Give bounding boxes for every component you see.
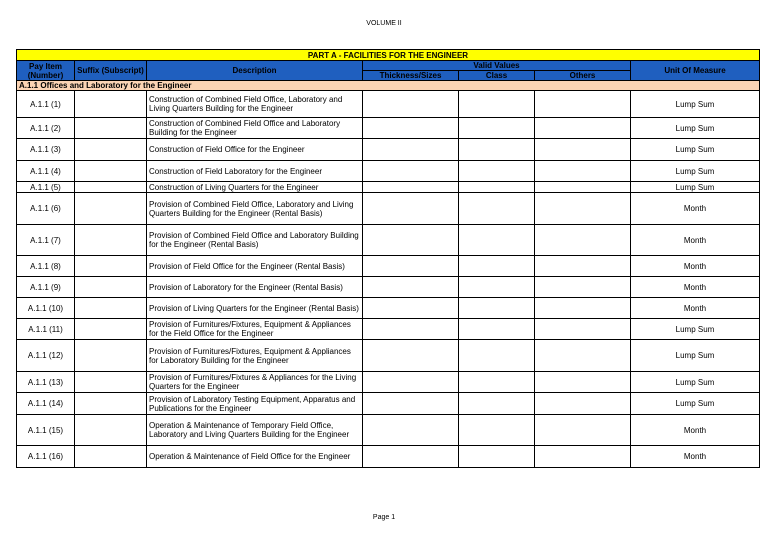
thickness-cell <box>363 225 459 256</box>
class-cell <box>459 118 535 139</box>
description-cell: Provision of Furnitures/Fixtures, Equipment & Appliances for Laboratory Building for the Engineer <box>147 340 363 372</box>
suffix-cell <box>75 393 147 415</box>
unit-cell: Lump Sum <box>631 393 760 415</box>
suffix-cell <box>75 446 147 468</box>
page-number: Page 1 <box>372 514 396 521</box>
others-cell <box>535 193 631 225</box>
others-cell <box>535 91 631 118</box>
pay-item-cell: A.1.1 (16) <box>17 446 75 468</box>
class-cell <box>459 277 535 298</box>
description-cell: Construction of Field Laboratory for the Engineer <box>147 161 363 182</box>
description-cell: Provision of Combined Field Office, Laboratory and Living Quarters Building for the Engineer (Rental Basis) <box>147 193 363 225</box>
unit-cell: Lump Sum <box>631 161 760 182</box>
table-row <box>17 446 760 468</box>
class-cell <box>459 91 535 118</box>
pay-item-cell: A.1.1 (10) <box>17 298 75 319</box>
others-cell <box>535 446 631 468</box>
class-cell <box>459 193 535 225</box>
thickness-cell <box>363 393 459 415</box>
thickness-cell <box>363 319 459 340</box>
class-cell <box>459 139 535 161</box>
description-cell: Construction of Combined Field Office and Laboratory Building for the Engineer <box>147 118 363 139</box>
description-cell: Provision of Laboratory for the Engineer (Rental Basis) <box>147 277 363 298</box>
class-cell <box>459 161 535 182</box>
suffix-cell <box>75 340 147 372</box>
description-cell: Operation & Maintenance of Temporary Field Office, Laboratory and Living Quarters Building for the Engineer <box>147 415 363 446</box>
class-cell <box>459 415 535 446</box>
pay-item-cell: A.1.1 (15) <box>17 415 75 446</box>
suffix-cell <box>75 139 147 161</box>
others-cell <box>535 298 631 319</box>
table-row <box>17 182 760 193</box>
suffix-cell <box>75 372 147 393</box>
table-row <box>17 256 760 277</box>
col-pay-item-header: Pay Item (Number) <box>17 61 75 81</box>
table-row <box>17 193 760 225</box>
thickness-cell <box>363 161 459 182</box>
unit-cell: Month <box>631 298 760 319</box>
thickness-cell <box>363 372 459 393</box>
table-row <box>17 319 760 340</box>
unit-cell: Lump Sum <box>631 139 760 161</box>
description-cell: Construction of Field Office for the Engineer <box>147 139 363 161</box>
pay-items-table <box>16 49 760 468</box>
volume-label: VOLUME II <box>366 20 402 27</box>
suffix-cell <box>75 277 147 298</box>
others-cell <box>535 118 631 139</box>
others-cell <box>535 393 631 415</box>
others-cell <box>535 139 631 161</box>
col-valid-values-header: Valid Values <box>363 61 631 71</box>
thickness-cell <box>363 182 459 193</box>
suffix-cell <box>75 193 147 225</box>
description-cell: Provision of Combined Field Office and Laboratory Building for the Engineer (Rental Basis) <box>147 225 363 256</box>
others-cell <box>535 319 631 340</box>
class-cell <box>459 319 535 340</box>
thickness-cell <box>363 91 459 118</box>
unit-cell: Month <box>631 193 760 225</box>
class-cell <box>459 340 535 372</box>
thickness-cell <box>363 340 459 372</box>
class-cell <box>459 298 535 319</box>
part-title: PART A - FACILITIES FOR THE ENGINEER <box>17 50 760 61</box>
unit-cell: Month <box>631 446 760 468</box>
pay-item-cell: A.1.1 (2) <box>17 118 75 139</box>
suffix-cell <box>75 161 147 182</box>
col-others-header: Others <box>535 71 631 81</box>
pay-item-cell: A.1.1 (8) <box>17 256 75 277</box>
col-description-header: Description <box>147 61 363 81</box>
pay-item-cell: A.1.1 (5) <box>17 182 75 193</box>
col-suffix-header: Suffix (Subscript) <box>75 61 147 81</box>
suffix-cell <box>75 225 147 256</box>
unit-cell: Lump Sum <box>631 372 760 393</box>
class-cell <box>459 393 535 415</box>
description-cell: Operation & Maintenance of Field Office for the Engineer <box>147 446 363 468</box>
table-row <box>17 277 760 298</box>
others-cell <box>535 161 631 182</box>
table-row <box>17 340 760 372</box>
description-cell: Construction of Combined Field Office, Laboratory and Living Quarters Building for the Engineer <box>147 91 363 118</box>
col-unit-header: Unit Of Measure <box>631 61 760 81</box>
description-cell: Provision of Laboratory Testing Equipment, Apparatus and Publications for the Engineer <box>147 393 363 415</box>
thickness-cell <box>363 118 459 139</box>
pay-item-cell: A.1.1 (13) <box>17 372 75 393</box>
table-row <box>17 372 760 393</box>
unit-cell: Month <box>631 256 760 277</box>
pay-item-cell: A.1.1 (11) <box>17 319 75 340</box>
suffix-cell <box>75 298 147 319</box>
description-cell: Provision of Furnitures/Fixtures & Appliances for the Living Quarters for the Engineer <box>147 372 363 393</box>
description-cell: Provision of Furnitures/Fixtures, Equipment & Appliances for the Field Office for the Engineer <box>147 319 363 340</box>
unit-cell: Lump Sum <box>631 118 760 139</box>
thickness-cell <box>363 298 459 319</box>
others-cell <box>535 372 631 393</box>
table-row <box>17 393 760 415</box>
suffix-cell <box>75 319 147 340</box>
col-class-header: Class <box>459 71 535 81</box>
pay-item-cell: A.1.1 (12) <box>17 340 75 372</box>
class-cell <box>459 225 535 256</box>
unit-cell: Lump Sum <box>631 340 760 372</box>
table-row <box>17 298 760 319</box>
thickness-cell <box>363 415 459 446</box>
pay-item-cell: A.1.1 (6) <box>17 193 75 225</box>
table-row <box>17 118 760 139</box>
pay-item-cell: A.1.1 (7) <box>17 225 75 256</box>
table-row <box>17 225 760 256</box>
description-cell: Provision of Living Quarters for the Engineer (Rental Basis) <box>147 298 363 319</box>
table-row <box>17 161 760 182</box>
class-cell <box>459 446 535 468</box>
unit-cell: Lump Sum <box>631 182 760 193</box>
pay-item-cell: A.1.1 (4) <box>17 161 75 182</box>
pay-item-cell: A.1.1 (9) <box>17 277 75 298</box>
description-cell: Construction of Living Quarters for the Engineer <box>147 182 363 193</box>
unit-cell: Lump Sum <box>631 91 760 118</box>
others-cell <box>535 277 631 298</box>
table-row <box>17 139 760 161</box>
thickness-cell <box>363 193 459 225</box>
suffix-cell <box>75 91 147 118</box>
unit-cell: Lump Sum <box>631 319 760 340</box>
col-thickness-header: Thickness/Sizes <box>363 71 459 81</box>
others-cell <box>535 340 631 372</box>
table-row <box>17 91 760 118</box>
others-cell <box>535 415 631 446</box>
thickness-cell <box>363 256 459 277</box>
others-cell <box>535 225 631 256</box>
pay-item-cell: A.1.1 (3) <box>17 139 75 161</box>
unit-cell: Month <box>631 415 760 446</box>
unit-cell: Month <box>631 277 760 298</box>
class-cell <box>459 372 535 393</box>
thickness-cell <box>363 277 459 298</box>
pay-item-cell: A.1.1 (1) <box>17 91 75 118</box>
table-body <box>17 91 760 468</box>
others-cell <box>535 182 631 193</box>
suffix-cell <box>75 118 147 139</box>
section-title: A.1.1 Offices and Laboratory for the Engineer <box>17 81 760 91</box>
pay-item-cell: A.1.1 (14) <box>17 393 75 415</box>
others-cell <box>535 256 631 277</box>
class-cell <box>459 256 535 277</box>
thickness-cell <box>363 139 459 161</box>
class-cell <box>459 182 535 193</box>
description-cell: Provision of Field Office for the Engineer (Rental Basis) <box>147 256 363 277</box>
suffix-cell <box>75 182 147 193</box>
table-row <box>17 415 760 446</box>
suffix-cell <box>75 415 147 446</box>
unit-cell: Month <box>631 225 760 256</box>
thickness-cell <box>363 446 459 468</box>
suffix-cell <box>75 256 147 277</box>
